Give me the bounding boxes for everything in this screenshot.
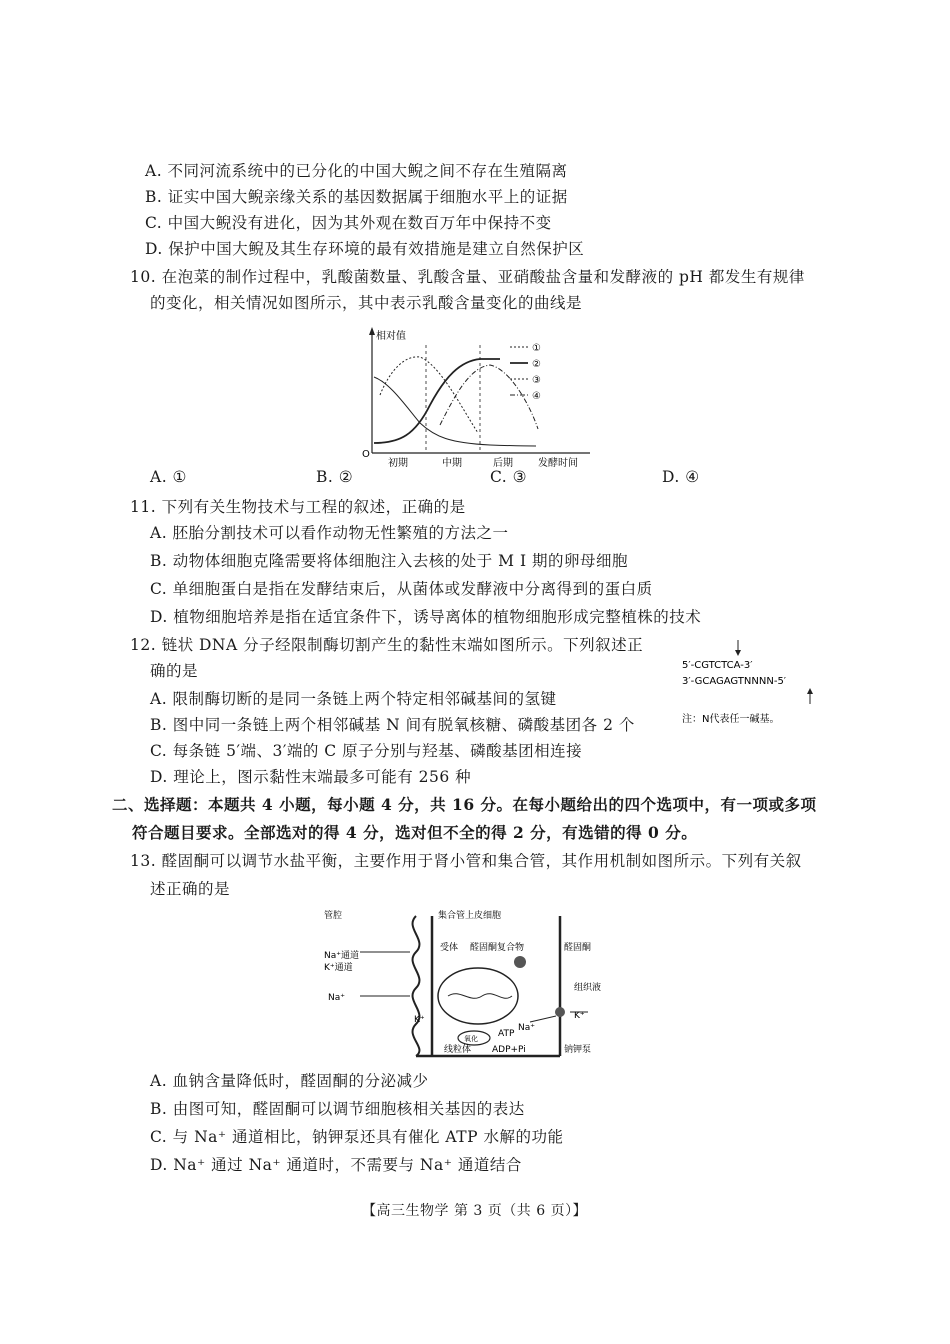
q10-stem-line1: 10. 在泡菜的制作过程中，乳酸菌数量、乳酸含量、亚硝酸盐含量和发酵液的 pH 都发生有规律: [130, 268, 805, 286]
label-pump: 钠钾泵: [564, 1045, 592, 1055]
label-k-channel: K⁺通道: [324, 963, 353, 973]
q9-option-d: D. 保护中国大鲵及其生存环境的最有效措施是建立自然保护区: [145, 240, 585, 258]
label-atp: ATP: [498, 1029, 515, 1039]
label-mitochondrion: 线粒体: [444, 1045, 472, 1055]
q13-aldosterone-figure: [320, 904, 620, 1062]
label-complex: 醛固酮复合物: [470, 943, 525, 953]
q13-stem-line1: 13. 醛固酮可以调节水盐平衡，主要作用于肾小管和集合管，其作用机制如图所示。下列有关叙: [130, 852, 802, 870]
label-k-ion-basal: K⁺: [574, 1011, 585, 1021]
x-label: 发酵时间: [538, 458, 578, 469]
q10-option-b: B. ②: [316, 468, 354, 486]
dna-strand: [448, 994, 512, 999]
y-label: 相对值: [376, 331, 406, 342]
apical-membrane: [413, 916, 420, 1056]
q12-sticky-end-figure: [682, 640, 842, 730]
curve-4: [440, 365, 538, 429]
xtick-early: 初期: [388, 458, 408, 469]
section2-line1: 二、选择题：本题共 4 小题，每小题 4 分，共 16 分。在每小题给出的四个选项中，有一项或多项: [112, 795, 817, 814]
q13-option-d: D. Na⁺ 通过 Na⁺ 通道时，不需要与 Na⁺ 通道结合: [150, 1156, 522, 1174]
q10-option-c: C. ③: [490, 468, 528, 486]
q11-option-b: B. 动物体细胞克隆需要将体细胞注入去核的处于 M Ⅰ 期的卵母细胞: [150, 552, 629, 570]
legend-3: ③: [532, 375, 541, 386]
nucleus: [438, 968, 518, 1024]
label-na-ion-basal: Na⁺: [518, 1023, 535, 1033]
q12-figure-note: 注：N代表任一碱基。: [682, 714, 780, 725]
label-k-ion-apical: K⁺: [414, 1015, 425, 1025]
label-receptor: 受体: [440, 943, 459, 953]
q12-stem-line1: 12. 链状 DNA 分子经限制酶切割产生的黏性末端如图所示。下列叙述正: [130, 636, 644, 654]
xtick-late: 后期: [493, 458, 513, 469]
q12-stem-line2: 确的是: [150, 662, 199, 680]
strand-top: 5′-CGTCTCA-3′: [682, 660, 753, 671]
curve-1: [374, 377, 536, 446]
origin-label: O: [362, 449, 370, 460]
q12-option-d: D. 理论上，图示黏性末端最多可能有 256 种: [150, 768, 472, 786]
q12-option-b: B. 图中同一条链上两个相邻碱基 N 间有脱氧核糖、磷酸基团各 2 个: [150, 716, 635, 734]
q10-curve-figure: [360, 325, 600, 470]
q11-option-c: C. 单细胞蛋白是指在发酵结束后，从菌体或发酵液中分离得到的蛋白质: [150, 580, 653, 598]
label-na-channel: Na⁺通道: [324, 951, 359, 961]
section2-line2: 符合题目要求。全部选对的得 4 分，选对但不全的得 2 分，有选错的得 0 分。: [132, 823, 698, 842]
strand-bottom: 3′-GCAGAGTNNNN-5′: [682, 676, 787, 687]
curve-2: [374, 359, 500, 443]
q13-option-a: A. 血钠含量降低时，醛固酮的分泌减少: [150, 1072, 429, 1090]
na-k-pump: [555, 1007, 565, 1017]
receptor-complex: [514, 956, 526, 968]
q9-option-b: B. 证实中国大鲵亲缘关系的基因数据属于细胞水平上的证据: [145, 188, 568, 206]
q13-stem-line2: 述正确的是: [150, 880, 231, 898]
label-aldosterone: 醛固酮: [564, 943, 592, 953]
curve-3: [380, 357, 478, 433]
q13-option-c: C. 与 Na⁺ 通道相比，钠钾泵还具有催化 ATP 水解的功能: [150, 1128, 564, 1146]
label-adp: ADP+Pi: [492, 1045, 526, 1055]
label-lumen: 管腔: [324, 911, 343, 921]
q9-option-c: C. 中国大鲵没有进化，因为其外观在数百万年中保持不变: [145, 214, 552, 232]
legend-2: ②: [532, 359, 541, 370]
xtick-mid: 中期: [442, 458, 462, 469]
cut-arrowhead-top: [735, 650, 741, 656]
q12-option-a: A. 限制酶切断的是同一条链上两个特定相邻碱基间的氢键: [150, 690, 557, 708]
legend-1: ①: [532, 343, 541, 354]
q10-stem-line2: 的变化，相关情况如图所示，其中表示乳酸含量变化的曲线是: [150, 294, 583, 312]
q12-option-c: C. 每条链 5′端、3′端的 C 原子分别与羟基、磷酸基团相连接: [150, 742, 583, 760]
y-arrow: [369, 327, 375, 335]
label-epithelial-cell: 集合管上皮细胞: [438, 911, 502, 921]
q11-stem: 11. 下列有关生物技术与工程的叙述，正确的是: [130, 498, 466, 516]
label-tissue-fluid: 组织液: [574, 983, 602, 993]
q11-option-a: A. 胚胎分割技术可以看作动物无性繁殖的方法之一: [150, 524, 509, 542]
q11-option-d: D. 植物细胞培养是指在适宜条件下，诱导离体的植物细胞形成完整植株的技术: [150, 608, 702, 626]
label-oxphos: 氧化: [464, 1035, 478, 1043]
legend-4: ④: [532, 391, 541, 402]
cut-arrowhead-bottom: [807, 688, 813, 694]
q10-option-a: A. ①: [150, 468, 187, 486]
label-na-ion: Na⁺: [328, 993, 345, 1003]
page-footer: 【高三生物学 第 3 页（共 6 页）】: [362, 1203, 588, 1219]
q13-option-b: B. 由图可知，醛固酮可以调节细胞核相关基因的表达: [150, 1100, 525, 1118]
q10-option-d: D. ④: [662, 468, 700, 486]
q9-option-a: A. 不同河流系统中的已分化的中国大鲵之间不存在生殖隔离: [145, 162, 568, 180]
